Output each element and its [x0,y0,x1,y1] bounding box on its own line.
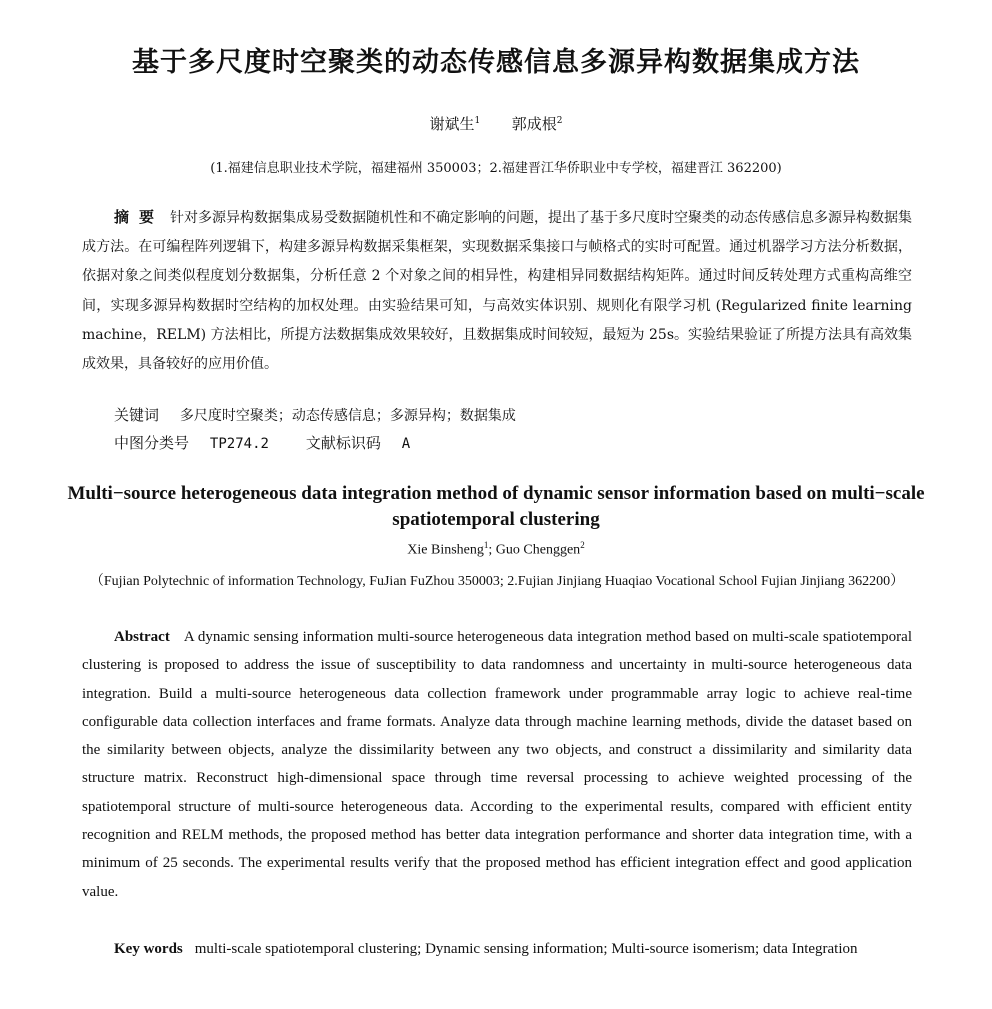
english-author-1-affil-mark: 1 [483,540,489,550]
english-author-2: Guo Chenggen [495,542,581,558]
english-abstract [82,623,912,906]
english-keywords-label: Key words [114,941,183,957]
author-1: 谢斌生 [429,115,475,133]
chinese-abstract-text: 针对多源异构数据集成易受数据随机性和不确定影响的问题，提出了基于多尺度时空聚类的动态传感信息多源异构数据集成方法。在可编程阵列逻辑下，构建多源异构数据采集框架，实现数据采集接口与帧格式的实时可配置。通过机器学习方法分析数据，依据对象之间类似程度划分数据集，分析任意 2 个对象之间的相异性，构建相异同数据结构矩阵。通过时间反转处理方式重构高维空间，实现多源异构数据时空结构的加权处理。由实验结果可知，与高效实体识别、规则化有限学习机 (Regularized finite learning machine，RELM) 方法相比，所提方法数据集成效果较好，且数据集成时间较短，最短为 25s。实验结果验证了所提方法具有高效集成效果，具备较好的应用价值。 [82,210,913,373]
chinese-abstract [82,203,912,379]
author-2: 郭成根 [511,115,557,133]
chinese-keywords [114,404,516,425]
clc-value: TP274.2 [209,436,269,452]
classification-line [114,432,410,453]
english-author-1: Xie Binsheng [407,542,484,558]
english-keywords [82,935,912,964]
english-keywords-text: multi-scale spatiotemporal clustering; Dynamic sensing information; Multi-source isomerism; data Integration [194,941,858,957]
chinese-title: 基于多尺度时空聚类的动态传感信息多源异构数据集成方法 [132,47,860,78]
english-abstract-text: A dynamic sensing information multi-source heterogeneous data integration method based on multi-scale spatiotemporal clustering is proposed to address the issue of susceptibility to data randomness and uncertainty in multi-source heterogeneous data integration. Build a multi-source heterogeneous data collection framework under programmable array logic to achieve real-time configurable data collection interfaces and frame formats. Analyze data through machine learning methods, divide the dataset based on the similarity between objects, analyze the dissimilarity between any two objects, and construct a dissimilarity and similarity data structure matrix. Reconstruct high-dimensional space through time reversal processing to achieve weighted processing of the spatiotemporal structure of multi-source heterogeneous data. According to the experimental results, compared with efficient entity recognition and RELM methods, the proposed method has better data integration performance and shorter data integration time, with a minimum of 25 seconds. The experimental results verify that the proposed method has efficient integration effect and good application value. [82,629,912,900]
english-author-2-affil-mark: 2 [580,540,585,550]
chinese-abstract-label: 摘要 [114,208,165,226]
english-abstract-label: Abstract [114,629,170,645]
english-authors [0,540,992,559]
chinese-keywords-text: 多尺度时空聚类；动态传感信息；多源异构；数据集成 [179,408,516,424]
english-author-separator: ; [488,542,496,558]
doc-code-value: A [401,436,411,452]
chinese-affiliation: (1.福建信息职业技术学院，福建福州 350003；2.福建晋江华侨职业中专学校，福建晋江 362200) [210,161,782,176]
doc-code-label: 文献标识码 [305,434,381,452]
english-affiliation: （Fujian Polytechnic of information Technology, FuJian FuZhou 350003; 2.Fujian Jinjiang Huaqiao Vocational School Fujian Jinjiang 362200） [89,574,905,589]
clc-label: 中图分类号 [114,434,190,452]
english-title: Multi−source heterogeneous data integration method of dynamic sensor information based on multi−scale spatiotemporal clustering [67,483,925,530]
author-2-affil-mark: 2 [556,116,563,126]
chinese-authors [0,113,992,134]
author-1-affil-mark: 1 [474,116,481,126]
chinese-keywords-label: 关键词 [114,406,160,424]
